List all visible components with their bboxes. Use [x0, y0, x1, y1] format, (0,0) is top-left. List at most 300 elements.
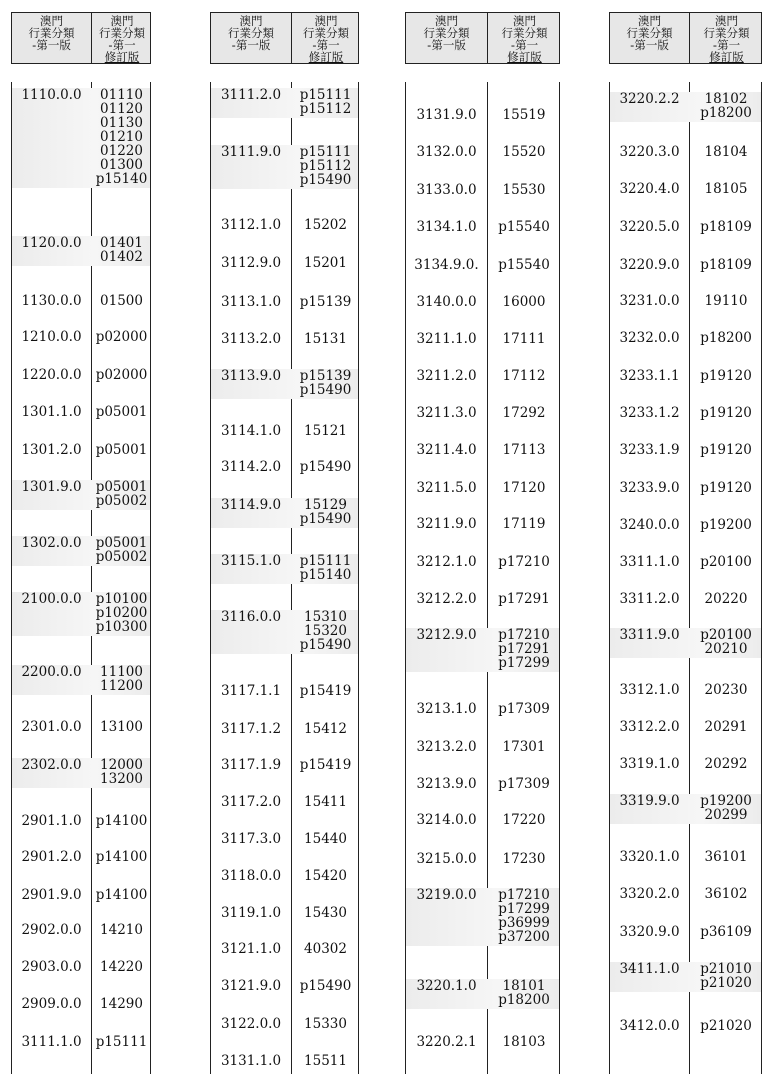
table-row — [12, 294, 150, 310]
revised-codes — [689, 850, 763, 864]
table-row — [12, 1035, 150, 1051]
table-row — [12, 997, 150, 1013]
revised-codes — [291, 869, 360, 883]
table-row — [610, 182, 761, 198]
revised-code: 17292 — [502, 405, 546, 421]
first-edition-code: 3240.0.0 — [619, 517, 680, 533]
revised-code: 36101 — [704, 849, 748, 865]
header-line: 澳門 — [435, 14, 458, 28]
revised-codes — [291, 684, 360, 698]
first-edition-code: 3116.0.0 — [220, 609, 282, 625]
first-edition-code: 2902.0.0 — [21, 922, 82, 938]
revised-codes — [91, 236, 152, 264]
revised-code: p15111 — [95, 1034, 148, 1050]
revised-code: p15139 — [299, 368, 352, 384]
table-row — [406, 777, 559, 793]
first-edition-code: 3320.1.0 — [619, 849, 680, 865]
revised-code: p19200 — [700, 793, 752, 809]
revised-code: p18200 — [700, 105, 752, 121]
revised-code: 20210 — [704, 641, 748, 657]
revised-code: p10100 — [95, 591, 148, 607]
revised-codes — [689, 683, 763, 697]
revised-code: 15320 — [304, 623, 347, 639]
header-line: 修訂版 — [507, 50, 542, 64]
header-line: -第一版 — [231, 38, 271, 52]
revised-code: p17309 — [498, 776, 550, 792]
revised-code: p18200 — [700, 330, 752, 346]
revised-codes — [91, 368, 152, 382]
header-cell-revised-edition — [487, 13, 561, 63]
table-row — [12, 443, 150, 459]
first-edition-code: 3121.9.0 — [220, 978, 282, 994]
revised-code: p02000 — [95, 329, 148, 345]
revised-codes — [487, 369, 561, 383]
revised-code: p17291 — [498, 591, 550, 607]
revised-code: 17220 — [502, 812, 546, 828]
header-line: 澳門 — [513, 14, 536, 28]
table-row — [211, 942, 358, 958]
revised-codes — [689, 369, 763, 383]
table-row — [12, 236, 150, 266]
first-edition-code: 3213.1.0 — [416, 701, 477, 717]
revised-code: 14210 — [100, 922, 143, 938]
revised-code: p15490 — [299, 382, 352, 398]
revised-code: p17299 — [498, 655, 550, 671]
revised-code: 18102 — [704, 91, 748, 107]
first-edition-code: 2903.0.0 — [21, 959, 82, 975]
first-edition-code: 3311.1.0 — [619, 554, 680, 570]
first-edition-code: 2901.2.0 — [21, 849, 82, 865]
table-row — [406, 1035, 559, 1051]
first-edition-code: 3233.9.0 — [619, 480, 680, 496]
revised-code: p05002 — [95, 549, 148, 565]
revised-code: p14100 — [95, 887, 148, 903]
table-row — [406, 740, 559, 756]
revised-codes — [291, 218, 360, 232]
revised-code: 40302 — [304, 941, 347, 957]
first-edition-code: 3215.0.0 — [416, 851, 477, 867]
table-row — [211, 1017, 358, 1033]
first-edition-code: 3118.0.0 — [220, 868, 282, 884]
revised-codes — [689, 720, 763, 734]
first-edition-code: 3111.9.0 — [220, 144, 282, 160]
table-row — [211, 906, 358, 922]
first-edition-code: 3412.0.0 — [619, 1018, 680, 1034]
table-row — [406, 295, 559, 311]
revised-codes — [91, 814, 152, 828]
revised-code: 15411 — [304, 794, 347, 810]
revised-codes — [487, 888, 561, 944]
revised-code: p15140 — [95, 171, 148, 187]
revised-codes — [487, 813, 561, 827]
revised-code: 15129 — [304, 497, 347, 513]
first-edition-code: 3211.1.0 — [416, 331, 477, 347]
revised-codes — [487, 295, 561, 309]
revised-code: p19120 — [700, 442, 752, 458]
revised-codes — [91, 720, 152, 734]
table-row — [406, 258, 559, 274]
revised-code: 17301 — [502, 739, 546, 755]
header-line: 行業分類 — [303, 26, 349, 40]
table-row — [406, 852, 559, 868]
revised-code: 11100 — [100, 664, 143, 680]
revised-code: p18109 — [700, 257, 752, 273]
table-row — [406, 183, 559, 199]
first-edition-code: 3134.9.0. — [414, 257, 479, 273]
table-row — [406, 145, 559, 161]
revised-codes — [487, 628, 561, 670]
revised-codes — [689, 294, 763, 308]
revised-code: 18101 — [502, 978, 546, 994]
table-row — [211, 979, 358, 995]
first-edition-code: 3213.9.0 — [416, 776, 477, 792]
revised-code: p05001 — [95, 442, 148, 458]
revised-code: p20100 — [700, 627, 752, 643]
table-row — [406, 628, 559, 672]
header-line: 修訂版 — [104, 50, 140, 64]
first-edition-code: 3119.1.0 — [220, 905, 282, 921]
revised-code: 20299 — [704, 807, 748, 823]
revised-code: p21020 — [700, 1018, 752, 1034]
table-row — [12, 814, 150, 830]
header-line: 行業分類 — [28, 26, 75, 40]
first-edition-code: 3112.1.0 — [220, 217, 282, 233]
revised-codes — [91, 294, 152, 308]
column-header — [405, 12, 560, 64]
table-body — [11, 82, 151, 1074]
first-edition-code: 3111.2.0 — [220, 87, 282, 103]
revised-codes — [689, 555, 763, 569]
first-edition-code: 1210.0.0 — [21, 329, 82, 345]
table-row — [12, 665, 150, 695]
revised-code: 15430 — [304, 905, 347, 921]
header-line: -第一 — [108, 38, 136, 52]
table-column — [405, 0, 560, 1077]
first-edition-code: 3113.9.0 — [220, 368, 282, 384]
revised-codes — [487, 702, 561, 716]
header-line: 行業分類 — [501, 26, 548, 40]
first-edition-code: 3213.2.0 — [416, 739, 477, 755]
revised-codes — [291, 979, 360, 993]
revised-code: 15412 — [304, 721, 347, 737]
first-edition-code: 3220.2.2 — [619, 91, 680, 107]
revised-code: 15201 — [304, 255, 347, 271]
first-edition-code: 1110.0.0 — [21, 87, 82, 103]
table-row — [610, 145, 761, 161]
first-edition-code: 3233.1.2 — [619, 405, 680, 421]
first-edition-code: 3320.2.0 — [619, 886, 680, 902]
first-edition-code: 3117.1.9 — [220, 757, 282, 773]
revised-codes — [689, 962, 763, 990]
revised-code: 17230 — [502, 851, 546, 867]
revised-code: 13200 — [100, 771, 143, 787]
first-edition-code: 3231.0.0 — [619, 293, 680, 309]
first-edition-code: 3219.0.0 — [416, 887, 477, 903]
table-row — [211, 332, 358, 348]
revised-codes — [487, 740, 561, 754]
header-cell-revised-edition — [689, 13, 763, 63]
revised-code: p15112 — [299, 101, 352, 117]
revised-codes — [689, 1019, 763, 1033]
header-line: 澳門 — [239, 14, 263, 28]
table-row — [211, 722, 358, 738]
first-edition-code: 3211.9.0 — [416, 516, 477, 532]
revised-code: p36999 — [498, 915, 550, 931]
revised-codes — [487, 592, 561, 606]
revised-code: 16000 — [502, 294, 546, 310]
first-edition-code: 1120.0.0 — [21, 235, 82, 251]
table-row — [610, 683, 761, 699]
first-edition-code: 3211.5.0 — [416, 480, 477, 496]
revised-code: p15139 — [299, 294, 352, 310]
revised-codes — [91, 850, 152, 864]
header-line: 行業分類 — [99, 26, 145, 40]
table-row — [211, 256, 358, 272]
revised-codes — [291, 795, 360, 809]
revised-code: 20291 — [704, 719, 748, 735]
revised-codes — [291, 145, 360, 187]
header-line: -第一版 — [630, 38, 669, 52]
table-row — [406, 406, 559, 422]
revised-code: 12000 — [100, 757, 143, 773]
header-line: 澳門 — [314, 14, 338, 28]
revised-codes — [487, 145, 561, 159]
revised-code: p19120 — [700, 480, 752, 496]
first-edition-code: 1302.0.0 — [21, 535, 82, 551]
revised-codes — [291, 722, 360, 736]
table-row — [211, 369, 358, 399]
revised-code: p05001 — [95, 479, 148, 495]
table-row — [406, 702, 559, 718]
table-row — [211, 684, 358, 700]
table-row — [406, 481, 559, 497]
revised-code: 01220 — [100, 143, 143, 159]
revised-codes — [487, 406, 561, 420]
revised-code: 15520 — [502, 144, 546, 160]
table-row — [610, 258, 761, 274]
revised-code: p15112 — [299, 158, 352, 174]
table-row — [211, 795, 358, 811]
revised-codes — [487, 1035, 561, 1049]
table-row — [610, 850, 761, 866]
revised-codes — [689, 406, 763, 420]
table-row — [406, 108, 559, 124]
table-row — [610, 555, 761, 571]
header-line: -第一版 — [427, 38, 466, 52]
revised-code: p15490 — [299, 511, 352, 527]
table-column — [609, 0, 762, 1077]
revised-code: p05002 — [95, 493, 148, 509]
revised-codes — [487, 777, 561, 791]
revised-code: p15540 — [498, 257, 550, 273]
first-edition-code: 2909.0.0 — [21, 996, 82, 1012]
table-row — [610, 720, 761, 736]
revised-codes — [487, 220, 561, 234]
header-line: -第一版 — [32, 38, 71, 52]
table-row — [610, 369, 761, 385]
header-line: 澳門 — [715, 14, 738, 28]
first-edition-code: 1301.1.0 — [21, 404, 82, 420]
revised-codes — [689, 925, 763, 939]
revised-code: p15540 — [498, 219, 550, 235]
first-edition-code: 3411.1.0 — [619, 961, 680, 977]
table-row — [211, 610, 358, 654]
revised-codes — [689, 757, 763, 771]
revised-code: 15121 — [304, 423, 347, 439]
table-row — [12, 888, 150, 904]
first-edition-code: 3220.1.0 — [416, 978, 477, 994]
revised-code: p15419 — [299, 683, 352, 699]
revised-code: p10200 — [95, 605, 148, 621]
first-edition-code: 3312.1.0 — [619, 682, 680, 698]
header-line: 行業分類 — [228, 26, 274, 40]
table-row — [211, 295, 358, 311]
header-line: -第一 — [312, 38, 340, 52]
table-body — [609, 82, 762, 1074]
revised-code: 18103 — [502, 1034, 546, 1050]
revised-code: p19120 — [700, 368, 752, 384]
header-cell-first-edition — [406, 13, 487, 63]
revised-code: p17309 — [498, 701, 550, 717]
first-edition-code: 3220.5.0 — [619, 219, 680, 235]
revised-codes — [689, 145, 763, 159]
table-row — [406, 888, 559, 946]
first-edition-code: 3122.0.0 — [220, 1016, 282, 1032]
revised-code: 20230 — [704, 682, 748, 698]
revised-codes — [91, 758, 152, 786]
first-edition-code: 3113.1.0 — [220, 294, 282, 310]
revised-codes — [487, 108, 561, 122]
revised-code: 15131 — [304, 331, 347, 347]
revised-code: p14100 — [95, 849, 148, 865]
revised-codes — [91, 888, 152, 902]
table-row — [610, 220, 761, 236]
first-edition-code: 3220.2.1 — [416, 1034, 477, 1050]
first-edition-code: 1130.0.0 — [21, 293, 82, 309]
table-body — [405, 82, 560, 1074]
header-line: 行業分類 — [703, 26, 750, 40]
table-row — [406, 517, 559, 533]
table-row — [610, 294, 761, 310]
revised-codes — [689, 92, 763, 120]
revised-codes — [91, 88, 152, 186]
first-edition-code: 3117.1.1 — [220, 683, 282, 699]
table-column — [210, 0, 359, 1077]
revised-code: 01130 — [100, 115, 143, 131]
first-edition-code: 2301.0.0 — [21, 719, 82, 735]
revised-code: 15511 — [304, 1053, 347, 1069]
column-header — [210, 12, 359, 64]
revised-codes — [91, 997, 152, 1011]
revised-codes — [291, 906, 360, 920]
table-column — [11, 0, 151, 1077]
revised-codes — [91, 1035, 152, 1049]
table-row — [12, 720, 150, 736]
revised-code: p15111 — [299, 87, 352, 103]
revised-code: p37200 — [498, 929, 550, 945]
revised-code: 15330 — [304, 1016, 347, 1032]
revised-codes — [487, 481, 561, 495]
table-row — [211, 1054, 358, 1070]
revised-code: 20220 — [704, 591, 748, 607]
table-row — [211, 218, 358, 234]
revised-code: 17119 — [502, 516, 546, 532]
revised-codes — [291, 498, 360, 526]
revised-code: 01120 — [100, 101, 143, 117]
table-body — [210, 82, 359, 1074]
revised-codes — [91, 536, 152, 564]
first-edition-code: 3134.1.0 — [416, 219, 477, 235]
table-row — [610, 406, 761, 422]
revised-codes — [487, 852, 561, 866]
revised-code: p17210 — [498, 554, 550, 570]
revised-code: p19200 — [700, 517, 752, 533]
table-row — [211, 832, 358, 848]
first-edition-code: 3212.9.0 — [416, 627, 477, 643]
revised-codes — [91, 330, 152, 344]
revised-codes — [689, 887, 763, 901]
first-edition-code: 3113.2.0 — [220, 331, 282, 347]
first-edition-code: 2100.0.0 — [21, 591, 82, 607]
first-edition-code: 3112.9.0 — [220, 255, 282, 271]
revised-code: 15420 — [304, 868, 347, 884]
header-line: 澳門 — [110, 14, 134, 28]
revised-code: p10300 — [95, 619, 148, 635]
first-edition-code: 3220.3.0 — [619, 144, 680, 160]
revised-code: p05001 — [95, 404, 148, 420]
first-edition-code: 3132.0.0 — [416, 144, 477, 160]
revised-code: 01110 — [100, 87, 143, 103]
revised-codes — [689, 481, 763, 495]
table-row — [12, 330, 150, 346]
table-row — [12, 405, 150, 421]
header-cell-revised-edition — [291, 13, 360, 63]
header-line: 行業分類 — [626, 26, 673, 40]
first-edition-code: 3311.9.0 — [619, 627, 680, 643]
revised-codes — [689, 331, 763, 345]
table-row — [211, 869, 358, 885]
revised-code: p17299 — [498, 901, 550, 917]
table-row — [406, 332, 559, 348]
revised-codes — [689, 220, 763, 234]
revised-codes — [487, 332, 561, 346]
header-cell-revised-edition — [91, 13, 152, 63]
first-edition-code: 3232.0.0 — [619, 330, 680, 346]
revised-codes — [487, 258, 561, 272]
table-row — [610, 794, 761, 824]
first-edition-code: 3111.1.0 — [21, 1034, 82, 1050]
revised-code: 36102 — [704, 886, 748, 902]
table-row — [211, 424, 358, 440]
first-edition-code: 1220.0.0 — [21, 367, 82, 383]
first-edition-code: 3214.0.0 — [416, 812, 477, 828]
revised-code: 15310 — [304, 609, 347, 625]
first-edition-code: 3220.9.0 — [619, 257, 680, 273]
revised-code: p15140 — [299, 567, 352, 583]
revised-code: 17120 — [502, 480, 546, 496]
first-edition-code: 3131.9.0 — [416, 107, 477, 123]
revised-code: 01402 — [100, 249, 143, 265]
table-row — [406, 555, 559, 571]
table-row — [406, 813, 559, 829]
table-row — [211, 145, 358, 189]
table-row — [610, 331, 761, 347]
first-edition-code: 3319.9.0 — [619, 793, 680, 809]
revised-codes — [291, 295, 360, 309]
revised-code: 14290 — [100, 996, 143, 1012]
revised-codes — [91, 443, 152, 457]
revised-codes — [689, 794, 763, 822]
